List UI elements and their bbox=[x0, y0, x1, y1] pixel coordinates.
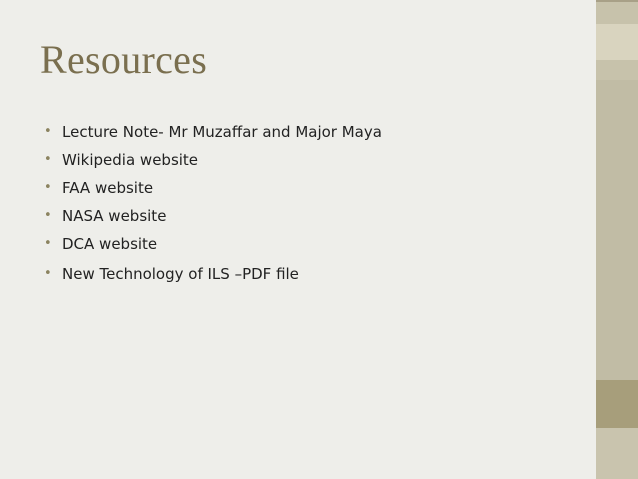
bullet-icon: • bbox=[44, 208, 52, 223]
list-item bbox=[44, 260, 382, 288]
side-bar-segment bbox=[596, 60, 638, 80]
side-bar-segment bbox=[596, 80, 638, 380]
list-item bbox=[44, 174, 382, 202]
side-bar-segment bbox=[596, 428, 638, 479]
list-item bbox=[44, 146, 382, 174]
bullet-icon: • bbox=[44, 152, 52, 167]
bullet-icon: • bbox=[44, 236, 52, 251]
bullet-icon: • bbox=[44, 124, 52, 139]
list-item-text: DCA website bbox=[62, 235, 158, 253]
list-item-text: Lecture Note- Mr Muzaffar and Major Maya bbox=[62, 123, 382, 141]
side-bar-segment bbox=[596, 24, 638, 60]
list-item bbox=[44, 118, 382, 146]
bullet-icon: • bbox=[44, 266, 52, 281]
list-item-text: Wikipedia website bbox=[62, 151, 199, 169]
list-item bbox=[44, 230, 382, 258]
bullet-list bbox=[44, 118, 382, 288]
side-bar-segment bbox=[596, 2, 638, 24]
list-item-text: NASA website bbox=[62, 207, 167, 225]
list-item bbox=[44, 202, 382, 230]
side-bar-accent-block bbox=[596, 380, 638, 428]
slide-title: Resources bbox=[40, 37, 208, 82]
list-item-text: New Technology of ILS –PDF file bbox=[62, 265, 299, 283]
decorative-side-bar bbox=[596, 0, 638, 479]
bullet-icon: • bbox=[44, 180, 52, 195]
list-item-text: FAA website bbox=[62, 179, 154, 197]
